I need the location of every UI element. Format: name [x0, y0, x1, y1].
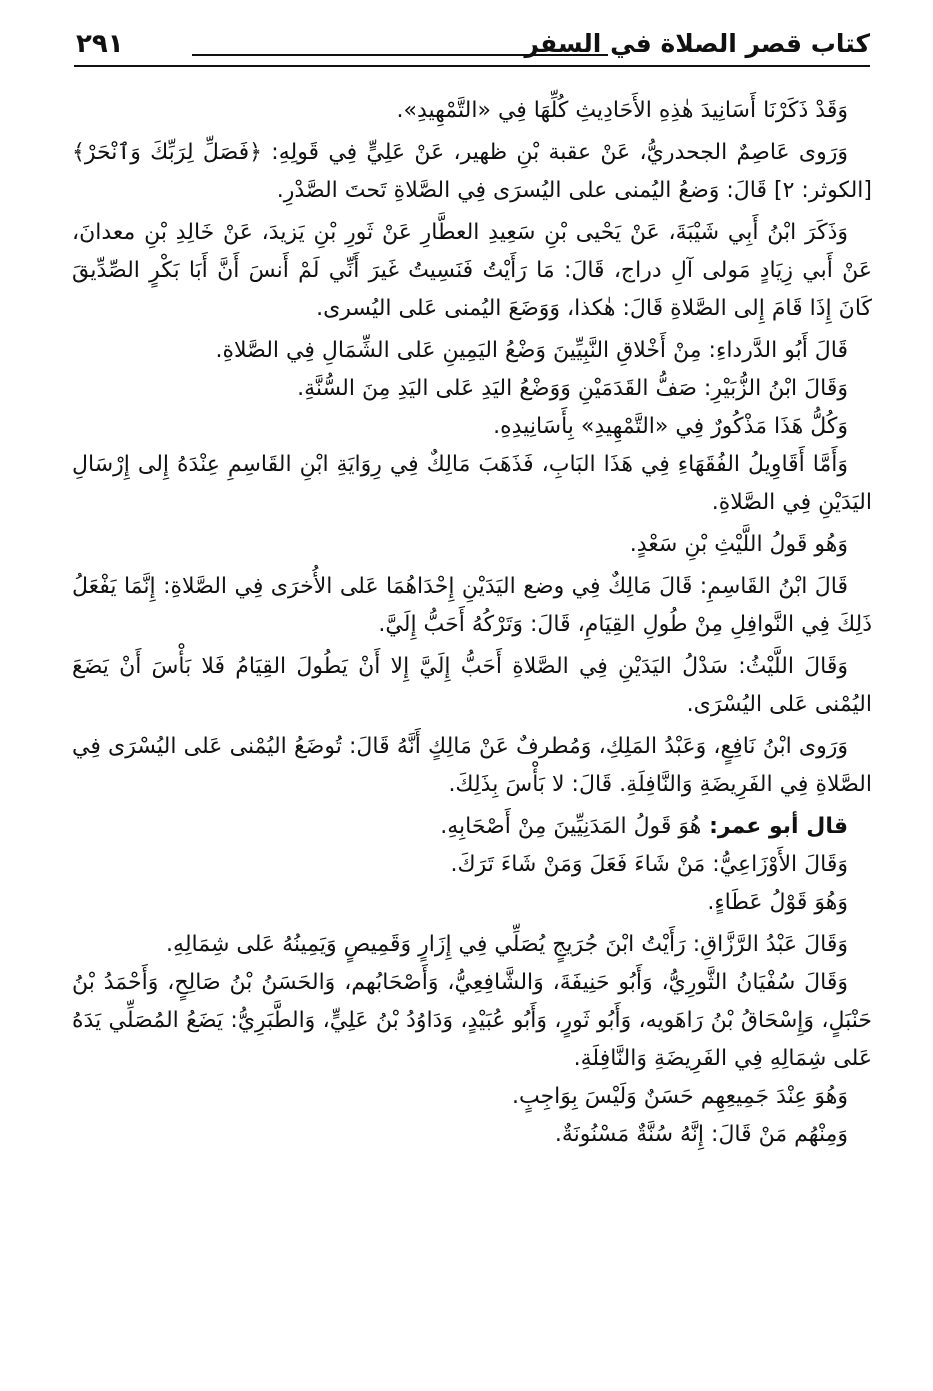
paragraph-14: وَهُوَ قَوْلُ عَطَاءٍ. — [707, 890, 848, 915]
paragraph-5: وَقَالَ ابْنُ الزُّبَيْرِ: صَفُّ القَدَمَيْنِ وَوَضْعُ اليَدِ عَلى اليَدِ مِنَ السُّنَّةِ. — [297, 376, 848, 401]
paragraph-7: وَأَمَّا أَقَاوِيلُ الفُقَهَاءِ فِي هَذَا البَابِ، فَذَهَبَ مَالِكٌ فِي رِوَايَةِ ابْنِ القَاسِمِ عِنْدَهُ إِلى إِرْسَالِ اليَدَيْنِ فِي الصَّلاةِ. — [72, 452, 872, 515]
header-rule — [74, 65, 870, 67]
page-number: ٢٩١ — [76, 29, 124, 59]
paragraph-6: وَكُلُّ هَذَا مَذْكُورٌ فِي «التَّمْهِيدِ» بِأَسَانِيدِهِ. — [493, 414, 848, 439]
paragraph-12: قال أبو عمر: هُوَ قَولُ المَدَنِيِّينَ مِنْ أَصْحَابِهِ. — [440, 814, 848, 839]
paragraph-17: وَهُوَ عِنْدَ جَمِيعِهِم حَسَنٌ وَلَيْسَ بِوَاجِبٍ. — [511, 1084, 848, 1109]
header-dash-line — [192, 54, 608, 56]
paragraph-18: وَمِنْهُم مَنْ قَالَ: إِنَّهُ سُنَّةٌ مَسْنُونَةٌ. — [554, 1122, 848, 1147]
speaker-label: قال أبو عمر: — [701, 814, 848, 839]
page-header — [74, 28, 870, 68]
paragraph-1: وَقَدْ ذَكَرْنَا أَسَانِيدَ هٰذِهِ الأَحَادِيثِ كُلِّهَا فِي «التَّمْهِيدِ». — [396, 98, 848, 123]
paragraph-10: وَقَالَ اللَّيْثُ: سَدْلُ اليَدَيْنِ فِي الصَّلاةِ أَحَبُّ إِلَيَّ إِلا أَنْ يَطُولَ القِيَامُ فَلا بَأْسَ أَنْ يَضَعَ اليُمْنى عَلى اليُسْرَى. — [72, 654, 872, 717]
paragraph-16: وَقَالَ سُفْيَانُ الثَّورِيُّ، وَأَبُو حَنِيفَةَ، وَالشَّافِعِيُّ، وَأَصْحَابُهم، وَالحَسَنُ بْنُ صَالِحٍ، وَأَحْمَدُ بْنُ حَنْبَلٍ، وَإِسْحَاقُ بْنُ رَاهَويه، وَأَبُو ثَورٍ، وَأَبُو عُبَيْدٍ، وَدَاوُدُ بْنُ عَلِيٍّ، وَالطَّبَرِيُّ: يَضَعُ المُصَلِّي يَدَهُ عَلى شِمَالِهِ فِي الفَرِيضَةِ وَالنَّافِلَةِ. — [72, 970, 872, 1071]
paragraph-11: وَرَوى ابْنُ نَافِعٍ، وَعَبْدُ المَلِكِ، وَمُطرفٌ عَنْ مَالِكٍ أَنَّهُ قَالَ: تُوضَعُ اليُمْنى عَلى اليُسْرَى فِي الصَّلاةِ فِي الفَرِيضَةِ وَالنَّافِلَةِ. قَالَ: لا بَأْسَ بِذَلِكَ. — [72, 734, 872, 797]
body-text — [72, 92, 872, 1154]
paragraph-2: وَرَوى عَاصِمٌ الجحدريُّ، عَنْ عقبة بْنِ ظهير، عَنْ عَلِيٍّ فِي قَولِهِ: ﴿فَصَلِّ لِرَبِّكَ وَٱنْحَرْ﴾ [الكوثر: ٢] قَالَ: وَضعُ اليُمنى على اليُسرَى فِي الصَّلاةِ تَحتَ الصَّدْرِ. — [72, 140, 872, 203]
paragraph-3: وَذَكَرَ ابْنُ أَبِي شَيْبَةَ، عَنْ يَحْيى بْنِ سَعِيدِ العطَّارِ عَنْ ثَورِ بْنِ يَزيدَ، عَنْ خَالِدِ بْنِ معدانَ، عَنْ أَبي زِيَادٍ مَولى آلِ دراج، قَالَ: مَا رَأَيْتُ فَنَسِيتُ غَيرَ أَنِّي لَمْ أَنسَ أَنَّ أَبَا بَكْرٍ الصِّدِّيقَ كَانَ إِذَا قَامَ إِلى الصَّلاةِ قَالَ: هٰكذا، وَوَضَعَ اليُمنى عَلى اليُسرى. — [72, 220, 872, 321]
running-title: كتاب قصر الصلاة في السفر — [524, 29, 870, 58]
paragraph-15: وَقَالَ عَبْدُ الرَّزَّاقِ: رَأَيْتُ ابْنَ جُرَيجٍ يُصَلِّي فِي إِزَارٍ وَقَمِيصٍ وَيَمِينُهُ عَلى شِمَالِهِ. — [166, 932, 848, 957]
paragraph-4: قَالَ أَبُو الدَّرداءِ: مِنْ أَخْلاقِ النَّبِيِّينَ وَضْعُ اليَمِينِ عَلى الشِّمَالِ فِي الصَّلاةِ. — [215, 338, 848, 363]
paragraph-8: وَهُو قَولُ اللَّيْثِ بْنِ سَعْدٍ. — [629, 532, 848, 557]
paragraph-13: وَقَالَ الأَوْزَاعِيُّ: مَنْ شَاءَ فَعَلَ وَمَنْ شَاءَ تَرَكَ. — [450, 852, 848, 877]
paragraph-9: قَالَ ابْنُ القَاسِمِ: قَالَ مَالِكٌ فِي وضع اليَدَيْنِ إِحْدَاهُمَا عَلى الأُخرَى فِي الصَّلاةِ: إِنَّمَا يَفْعَلُ ذَلِكَ فِي النَّوافِلِ مِنْ طُولِ القِيَامِ، قَالَ: وَتَرْكُهُ أَحَبُّ إِلَيَّ. — [72, 574, 872, 637]
